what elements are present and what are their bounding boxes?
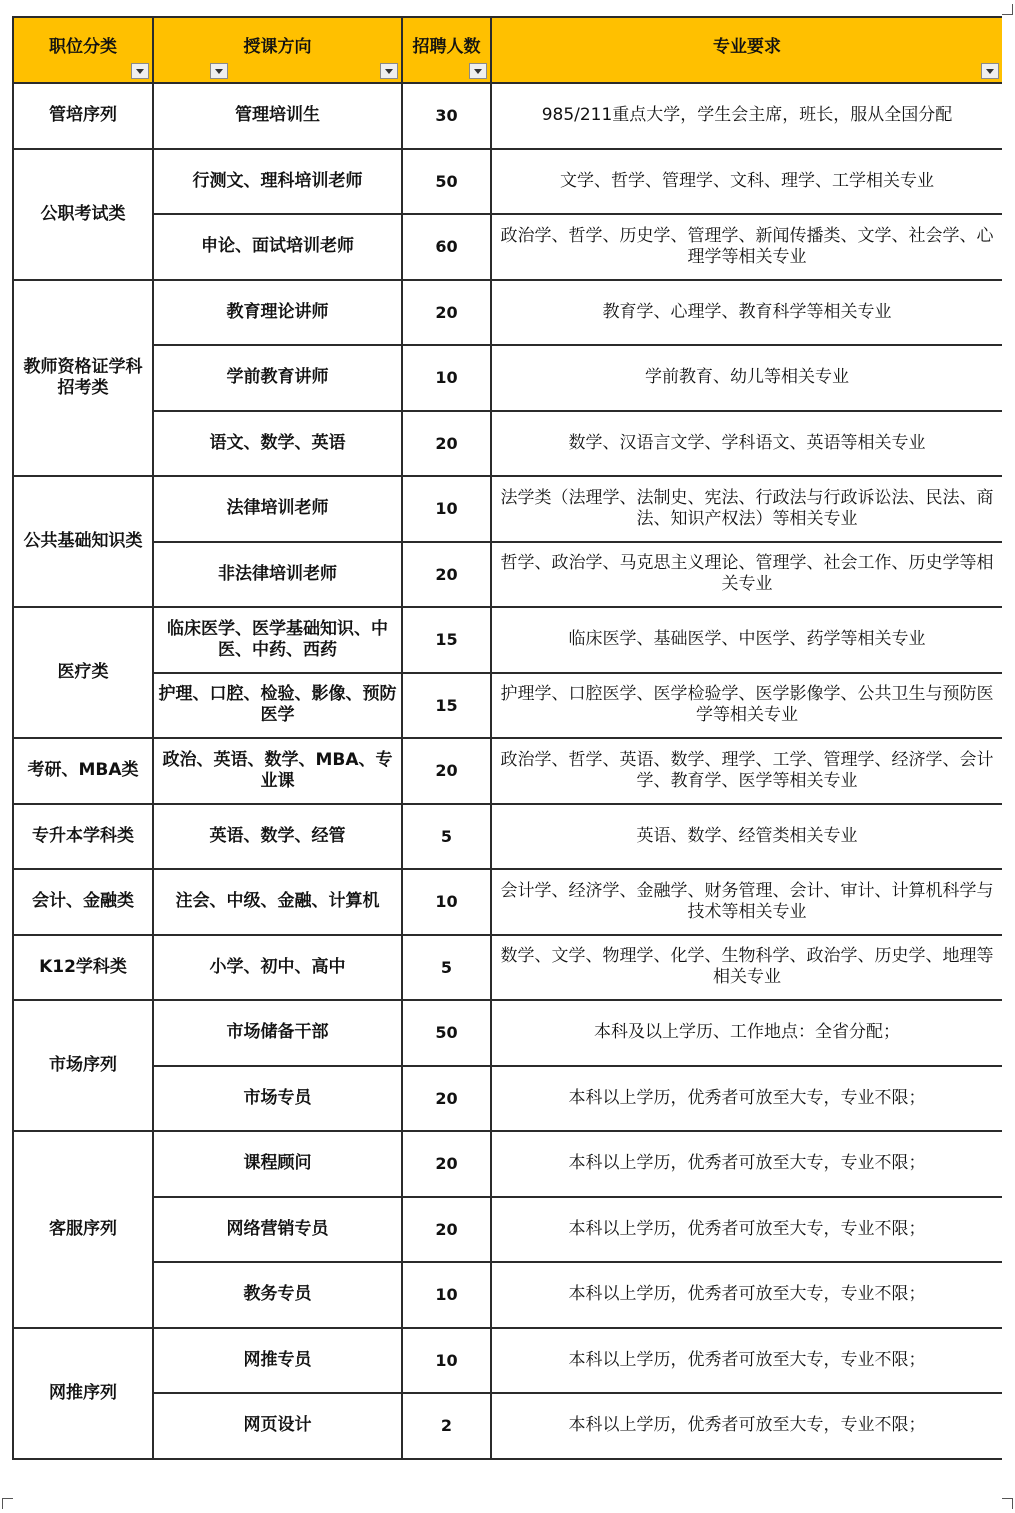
table-row	[13, 83, 1002, 149]
requirement-cell: 本科以上学历，优秀者可放至大专，专业不限；	[491, 1066, 1002, 1132]
direction-cell: 行测文、理科培训老师	[153, 149, 402, 215]
direction-cell: 网络营销专员	[153, 1197, 402, 1263]
category-cell: K12学科类	[13, 935, 153, 1001]
header-direction	[153, 17, 402, 83]
direction-cell: 小学、初中、高中	[153, 935, 402, 1001]
filter-dropdown-icon[interactable]	[131, 63, 149, 79]
direction-cell: 英语、数学、经管	[153, 804, 402, 870]
direction-cell: 市场专员	[153, 1066, 402, 1132]
requirement-cell: 本科以上学历，优秀者可放至大专，专业不限；	[491, 1328, 1002, 1394]
table-row	[13, 280, 1002, 346]
table-row	[13, 1393, 1002, 1459]
direction-cell: 课程顾问	[153, 1131, 402, 1197]
direction-cell: 政治、英语、数学、MBA、专业课	[153, 738, 402, 804]
count-cell: 10	[402, 869, 491, 935]
header-category	[13, 17, 153, 83]
header-label: 授课方向	[243, 36, 312, 57]
requirement-cell: 本科以上学历，优秀者可放至大专，专业不限；	[491, 1262, 1002, 1328]
filter-dropdown-icon[interactable]	[380, 63, 398, 79]
direction-cell: 管理培训生	[153, 83, 402, 149]
table-row	[13, 738, 1002, 804]
table-row	[13, 1197, 1002, 1263]
count-cell: 20	[402, 542, 491, 608]
requirement-cell: 政治学、哲学、英语、数学、理学、工学、管理学、经济学、会计学、教育学、医学等相关专业	[491, 738, 1002, 804]
count-cell: 10	[402, 476, 491, 542]
direction-cell: 网推专员	[153, 1328, 402, 1394]
table-row	[13, 869, 1002, 935]
table-row	[13, 1000, 1002, 1066]
table-row	[13, 1328, 1002, 1394]
table-row	[13, 1066, 1002, 1132]
category-cell: 公共基础知识类	[13, 476, 153, 607]
header-requirement	[491, 17, 1002, 83]
count-cell: 2	[402, 1393, 491, 1459]
count-cell: 50	[402, 149, 491, 215]
category-cell: 公职考试类	[13, 149, 153, 280]
table-row	[13, 935, 1002, 1001]
direction-cell: 法律培训老师	[153, 476, 402, 542]
count-cell: 5	[402, 804, 491, 870]
requirement-cell: 政治学、哲学、历史学、管理学、新闻传播类、文学、社会学、心理学等相关专业	[491, 214, 1002, 280]
header-row	[13, 17, 1002, 83]
table-row	[13, 804, 1002, 870]
count-cell: 20	[402, 411, 491, 477]
table-row	[13, 345, 1002, 411]
header-label: 招聘人数	[412, 36, 481, 57]
requirement-cell: 教育学、心理学、教育科学等相关专业	[491, 280, 1002, 346]
requirement-cell: 文学、哲学、管理学、文科、理学、工学相关专业	[491, 149, 1002, 215]
direction-cell: 学前教育讲师	[153, 345, 402, 411]
category-cell: 医疗类	[13, 607, 153, 738]
header-count	[402, 17, 491, 83]
category-cell: 考研、MBA类	[13, 738, 153, 804]
count-cell: 20	[402, 1197, 491, 1263]
count-cell: 15	[402, 673, 491, 739]
table-row	[13, 1262, 1002, 1328]
requirement-cell: 英语、数学、经管类相关专业	[491, 804, 1002, 870]
requirement-cell: 本科以上学历，优秀者可放至大专，专业不限；	[491, 1197, 1002, 1263]
count-cell: 20	[402, 1066, 491, 1132]
count-cell: 20	[402, 738, 491, 804]
requirement-cell: 本科及以上学历、工作地点：全省分配；	[491, 1000, 1002, 1066]
count-cell: 50	[402, 1000, 491, 1066]
requirement-cell: 临床医学、基础医学、中医学、药学等相关专业	[491, 607, 1002, 673]
category-cell: 管培序列	[13, 83, 153, 149]
requirement-cell: 法学类（法理学、法制史、宪法、行政法与行政诉讼法、民法、商法、知识产权法）等相关专业	[491, 476, 1002, 542]
spreadsheet	[12, 16, 1002, 1478]
requirement-cell: 学前教育、幼儿等相关专业	[491, 345, 1002, 411]
recruitment-table	[12, 16, 1002, 1460]
count-cell: 10	[402, 1262, 491, 1328]
direction-cell: 教育理论讲师	[153, 280, 402, 346]
category-cell: 客服序列	[13, 1131, 153, 1328]
table-row	[13, 1131, 1002, 1197]
count-cell: 10	[402, 1328, 491, 1394]
table-row	[13, 411, 1002, 477]
table-row	[13, 607, 1002, 673]
requirement-cell: 本科以上学历，优秀者可放至大专，专业不限；	[491, 1393, 1002, 1459]
direction-cell: 网页设计	[153, 1393, 402, 1459]
direction-cell: 市场储备干部	[153, 1000, 402, 1066]
category-cell: 教师资格证学科招考类	[13, 280, 153, 477]
category-cell: 会计、金融类	[13, 869, 153, 935]
direction-cell: 语文、数学、英语	[153, 411, 402, 477]
page-corner-mark	[1002, 4, 1013, 15]
count-cell: 20	[402, 1131, 491, 1197]
requirement-cell: 数学、文学、物理学、化学、生物科学、政治学、历史学、地理等相关专业	[491, 935, 1002, 1001]
table-row	[13, 476, 1002, 542]
table-row	[13, 149, 1002, 215]
count-cell: 30	[402, 83, 491, 149]
table-row	[13, 214, 1002, 280]
page-corner-mark	[2, 1498, 13, 1509]
count-cell: 5	[402, 935, 491, 1001]
count-cell: 60	[402, 214, 491, 280]
page-corner-mark	[1002, 1498, 1013, 1509]
direction-cell: 非法律培训老师	[153, 542, 402, 608]
requirement-cell: 本科以上学历，优秀者可放至大专，专业不限；	[491, 1131, 1002, 1197]
direction-cell: 临床医学、医学基础知识、中医、中药、西药	[153, 607, 402, 673]
direction-cell: 教务专员	[153, 1262, 402, 1328]
requirement-cell: 985/211重点大学，学生会主席，班长，服从全国分配	[491, 83, 1002, 149]
table-row	[13, 673, 1002, 739]
requirement-cell: 哲学、政治学、马克思主义理论、管理学、社会工作、历史学等相关专业	[491, 542, 1002, 608]
header-label: 专业要求	[713, 36, 781, 57]
direction-cell: 护理、口腔、检验、影像、预防医学	[153, 673, 402, 739]
requirement-cell: 会计学、经济学、金融学、财务管理、会计、审计、计算机科学与技术等相关专业	[491, 869, 1002, 935]
category-cell: 市场序列	[13, 1000, 153, 1131]
direction-cell: 申论、面试培训老师	[153, 214, 402, 280]
count-cell: 15	[402, 607, 491, 673]
requirement-cell: 护理学、口腔医学、医学检验学、医学影像学、公共卫生与预防医学等相关专业	[491, 673, 1002, 739]
category-cell: 专升本学科类	[13, 804, 153, 870]
direction-cell: 注会、中级、金融、计算机	[153, 869, 402, 935]
filter-dropdown-icon[interactable]	[469, 63, 487, 79]
table-row	[13, 542, 1002, 608]
count-cell: 20	[402, 280, 491, 346]
filter-dropdown-icon[interactable]	[981, 63, 999, 79]
count-cell: 10	[402, 345, 491, 411]
header-label: 职位分类	[49, 36, 117, 57]
requirement-cell: 数学、汉语言文学、学科语文、英语等相关专业	[491, 411, 1002, 477]
category-cell: 网推序列	[13, 1328, 153, 1459]
filter-dropdown-icon[interactable]	[210, 63, 228, 79]
